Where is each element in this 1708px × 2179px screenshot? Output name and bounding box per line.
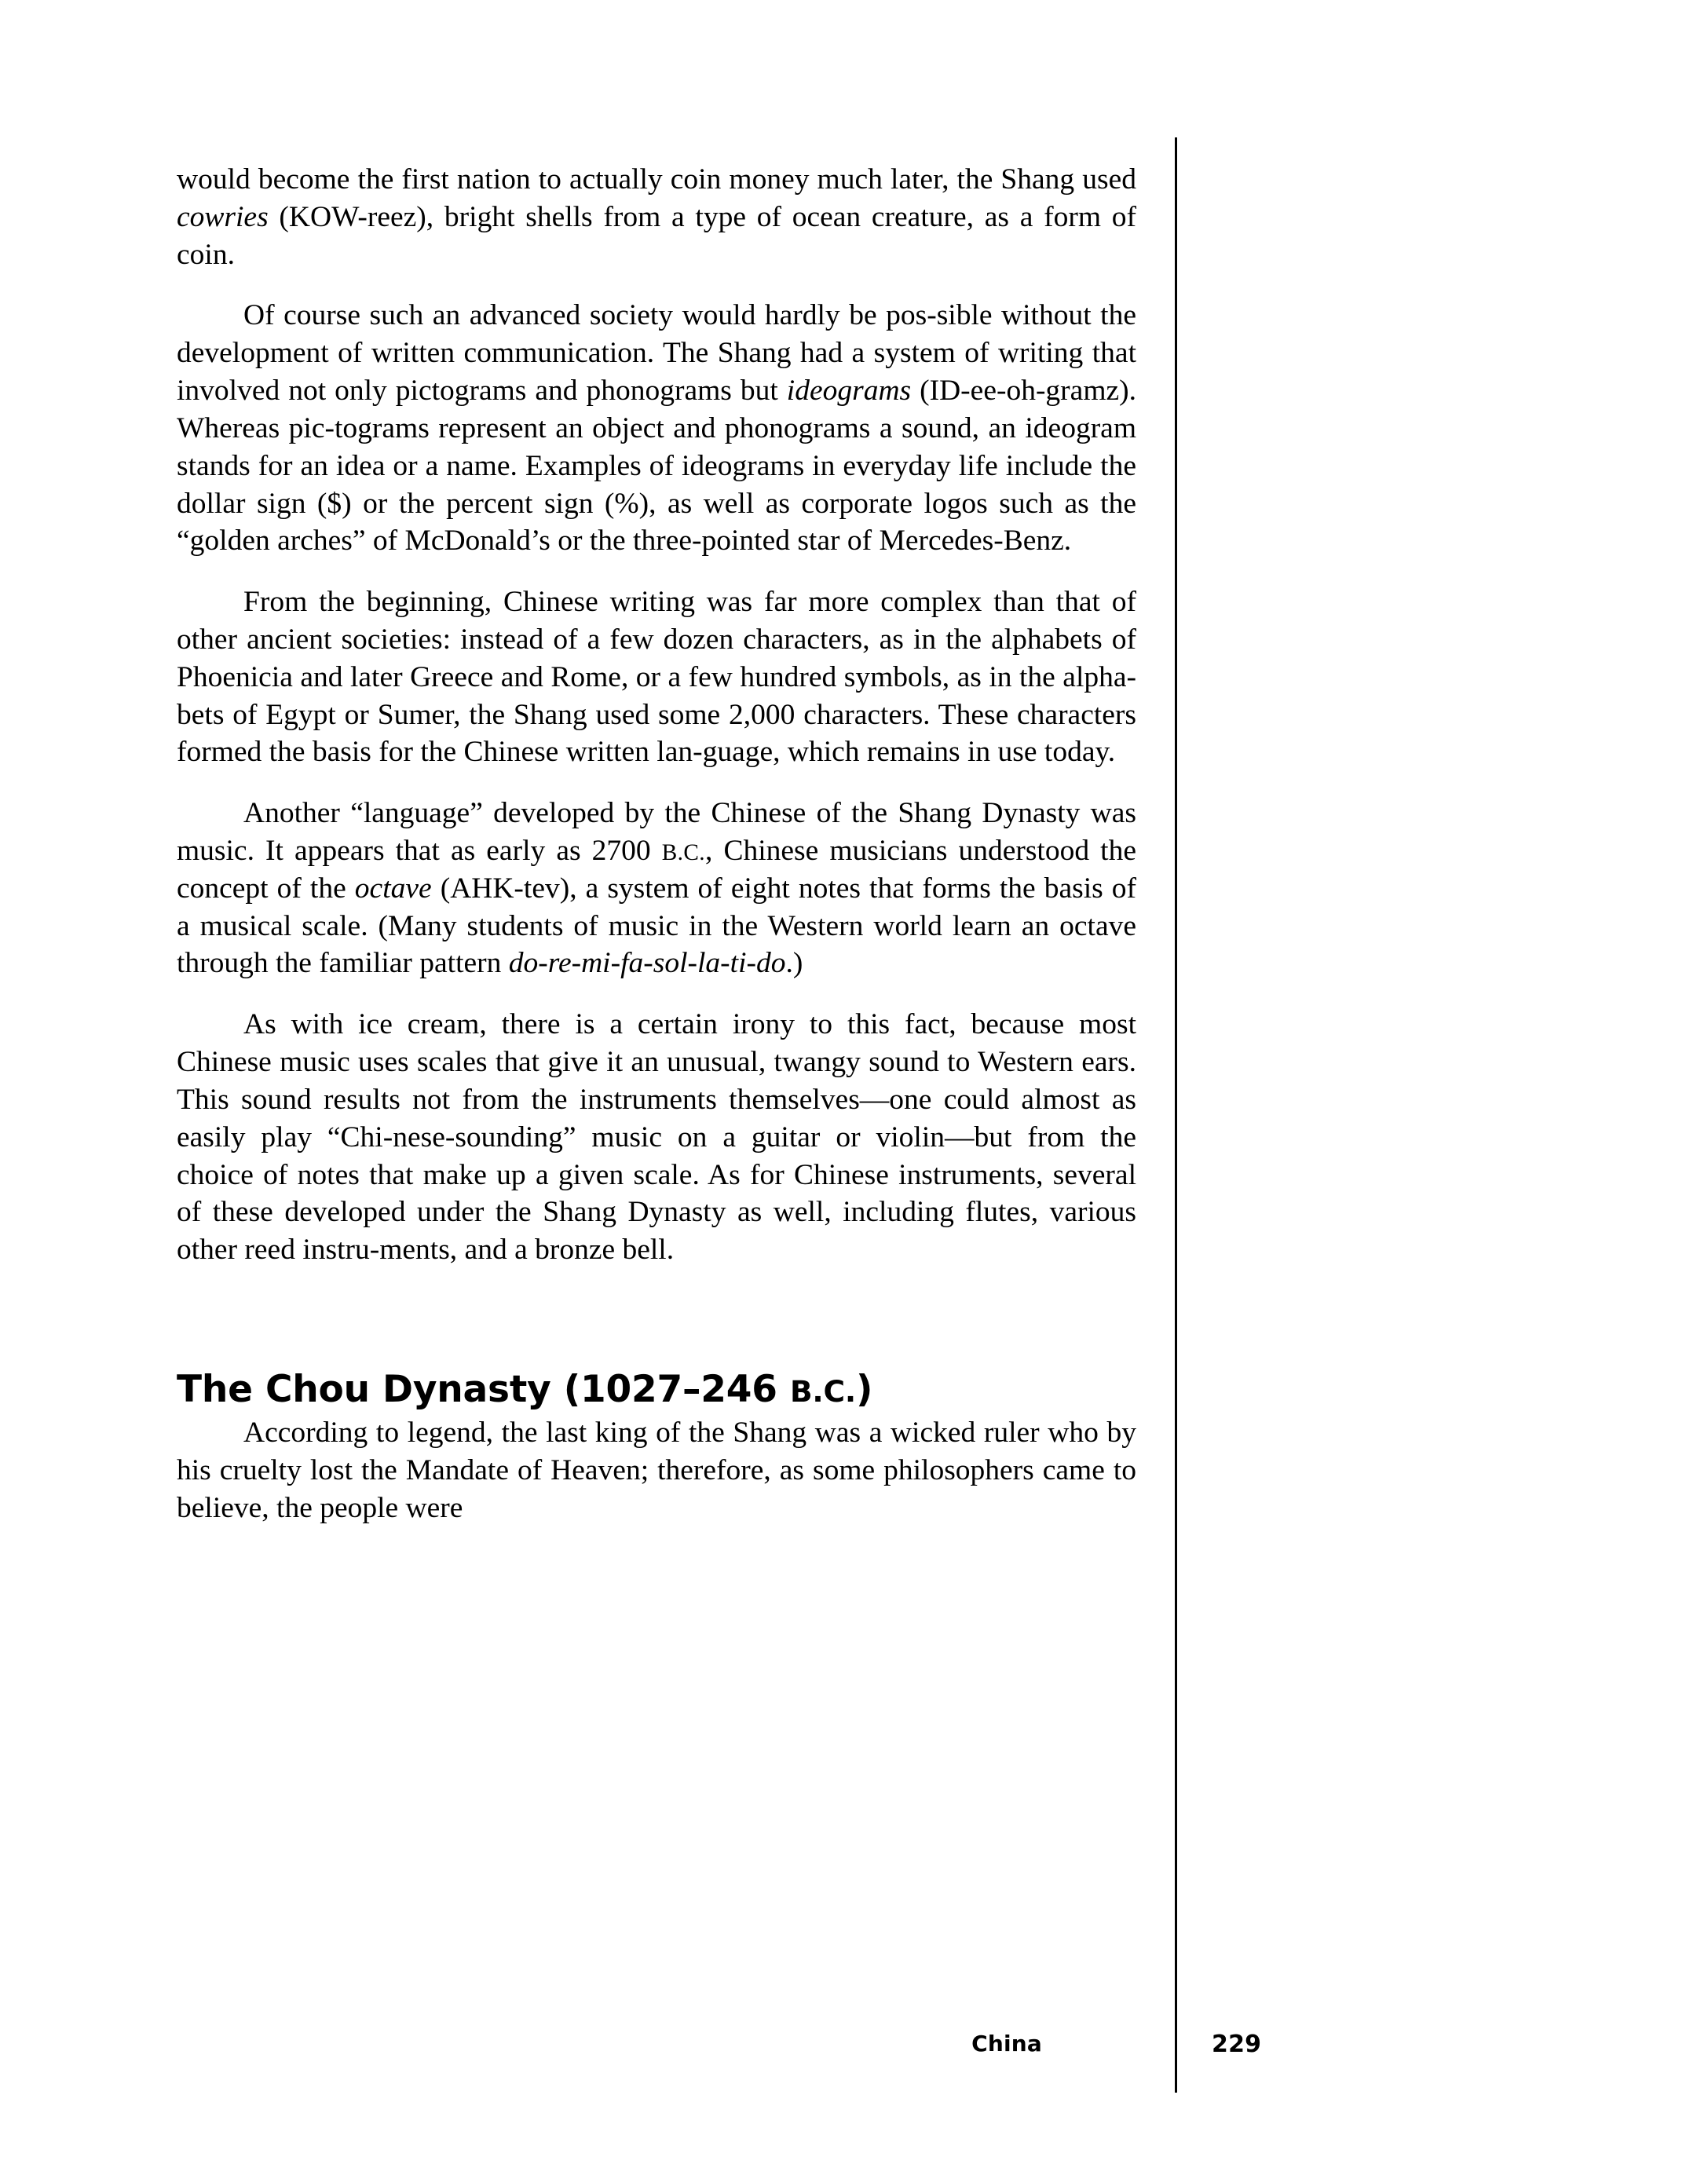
paragraph-spacer <box>177 560 1136 583</box>
paragraph-spacer <box>177 771 1136 795</box>
paragraph-spacer <box>177 273 1136 297</box>
footer-chapter-label: China <box>971 2031 1042 2057</box>
vertical-rule-divider <box>1175 137 1177 2093</box>
footer-page-number: 229 <box>1212 2031 1262 2058</box>
section-heading-block <box>177 1368 1136 1411</box>
section-paragraph: According to legend, the last king of the Shang was a wicked ruler who by his cruelty lost the Mandate of Heaven; therefore, as some philosophers came to believe, the people were <box>177 1416 1136 1524</box>
page-footer <box>177 2031 1262 2070</box>
paragraph-spacer <box>177 982 1136 1006</box>
paragraph-5: As with ice cream, there is a certain irony to this fact, because most Chinese music uses scales that give it an unusual, twangy sound to Western ears. This sound results not from the instruments themselves—one could almost as easily play “Chi-nese-sounding” music on a guitar or violin—but from the choice of notes that make up a given scale. As for Chinese instruments, several of these developed under the Shang Dynasty as well, including flutes, various other reed instru-ments, and a bronze bell. <box>177 1008 1136 1267</box>
text-column <box>177 161 1136 1526</box>
section-heading: The Chou Dynasty (1027–246 B.C.) <box>177 1367 873 1411</box>
paragraph-4: Another “language” developed by the Chinese of the Shang Dynasty was music. It appears that as early as 2700 B.C., Chinese musicians understood the concept of the octave (AHK-tev), a system of eight notes that forms the basis of a musical scale. (Many students of music in the Western world learn an octave through the familiar pattern do-re-mi-fa-sol-la-ti-do.) <box>177 797 1137 980</box>
paragraph-3: From the beginning, Chinese writing was far more complex than that of other ancient societies: instead of a few dozen characters, as in the alphabets of Phoenicia and later Greece and Rome, or a few hundred symbols, as in the alpha-bets of Egypt or Sumer, the Shang used some 2,000 characters. These characters formed the basis for the Chinese written lan-guage, which remains in use today. <box>177 586 1136 769</box>
paragraph-1: would become the first nation to actually coin money much later, the Shang used cowries (KOW-reez), bright shells from a type of ocean creature, as a form of coin. <box>177 163 1136 271</box>
paragraph-2: Of course such an advanced society would hardly be pos-sible without the development of written communication. The Shang had a system of writing that involved not only pictograms and phonograms but ideograms (ID-ee-oh-gramz). Whereas pic-tograms represent an object and phonograms a sound, an ideogram stands for an idea or a name. Examples of ideograms in everyday life include the dollar sign ($) or the percent sign (%), as well as corporate logos such as the “golden arches” of McDonald’s or the three-pointed star of Mercedes-Benz. <box>177 299 1136 558</box>
